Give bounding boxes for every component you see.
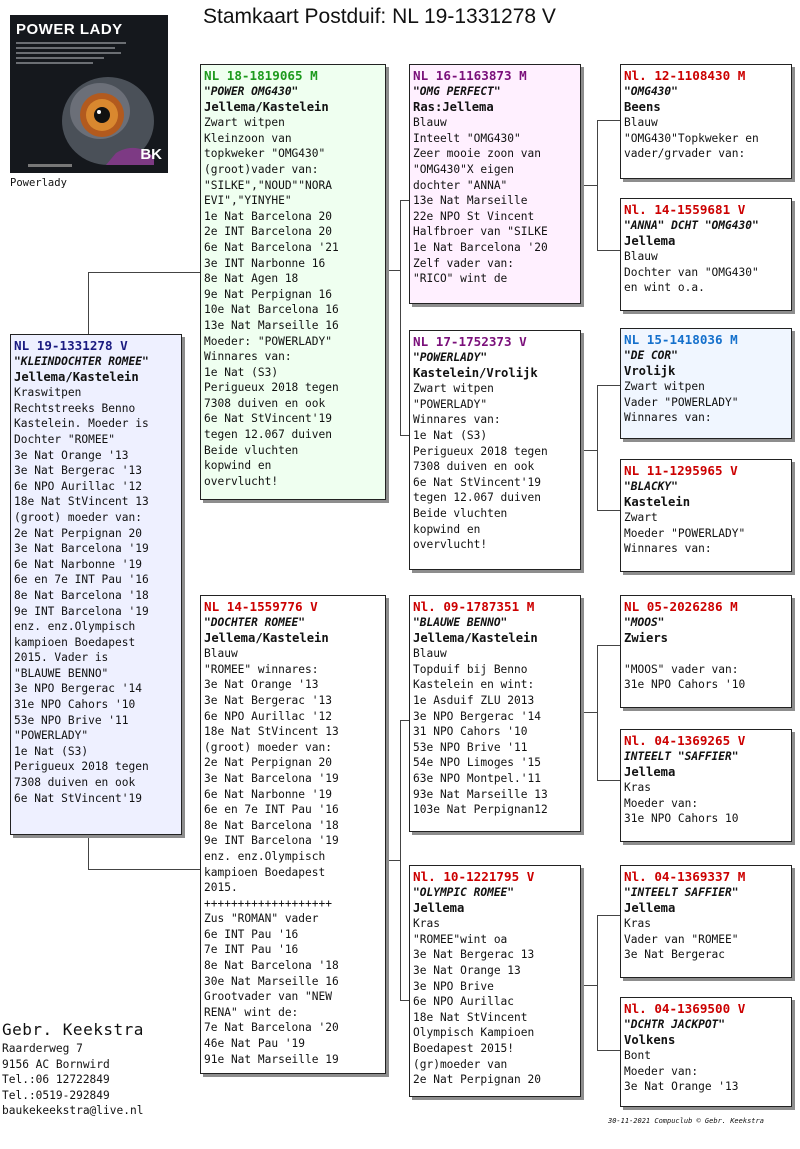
- detail-line: Winnares van:: [204, 350, 292, 364]
- detail-line: 91e Nat Marseille 19: [204, 1052, 339, 1066]
- detail-line: 6e Nat Barcelona '21: [204, 240, 339, 254]
- detail-line: Olympisch Kampioen: [413, 1026, 535, 1040]
- detail-line: EVI","YINYHE": [204, 194, 292, 208]
- detail-line: 18e Nat StVincent 13: [14, 495, 149, 509]
- detail-line: 8e Nat Barcelona '18: [204, 959, 339, 973]
- footer-credit: 30-11-2021 Compuclub © Gebr. Keekstra: [608, 1117, 764, 1125]
- detail-line: enz. enz.Olympisch: [14, 620, 136, 634]
- detail-line: Dochter van "OMG430": [624, 265, 759, 279]
- pigeon-nickname: "OMG PERFECT": [413, 85, 501, 98]
- detail-line: 3e Nat Bergerac '13: [204, 693, 332, 707]
- connector-line: [400, 1000, 409, 1001]
- connector-line: [581, 450, 597, 451]
- detail-line: 8e Nat Agen 18: [204, 272, 299, 286]
- ring-number: Nl. 12-1108430 M: [624, 68, 746, 83]
- pigeon-nickname: "DCHTR JACKPOT": [624, 1018, 726, 1031]
- pigeon-nickname: "POWERLADY": [413, 351, 488, 364]
- connector-line: [400, 435, 409, 436]
- pigeon-nickname: "OLYMPIC ROMEE": [413, 886, 515, 899]
- pigeon-owner: Zwiers: [624, 630, 669, 645]
- pigeon-details: [624, 510, 788, 557]
- pigeon-owner: Kastelein: [624, 494, 691, 509]
- detail-line: Zwart witpen: [204, 116, 285, 130]
- detail-line: 3e Nat Barcelona '19: [14, 542, 149, 556]
- detail-line: (groot) moeder van:: [204, 740, 332, 754]
- detail-line: 9e INT Barcelona '19: [14, 604, 149, 618]
- connector-line: [88, 272, 89, 334]
- pigeon-details: [624, 249, 788, 296]
- detail-line: 7e INT Pau '16: [204, 943, 299, 957]
- connector-line: [597, 120, 620, 121]
- detail-line: Kleinzoon van: [204, 131, 292, 145]
- detail-line: 103e Nat Perpignan12: [413, 803, 548, 817]
- detail-line: 6e Nat Narbonne '19: [204, 787, 332, 801]
- ring-number: Nl. 04-1369500 V: [624, 1001, 746, 1016]
- detail-line: (groot) moeder van:: [14, 510, 142, 524]
- connector-line: [581, 185, 597, 186]
- detail-line: 8e Nat Barcelona '18: [204, 818, 339, 832]
- detail-line: "OMG430"Topkweker en: [624, 131, 759, 145]
- detail-line: Tel.:06 12722849: [2, 1073, 110, 1087]
- connector-line: [386, 270, 400, 271]
- pigeon-card-mmf: [620, 865, 792, 978]
- detail-line: Raarderweg 7: [2, 1042, 83, 1055]
- cover-subline: [28, 164, 72, 167]
- detail-line: 6e Nat Narbonne '19: [14, 557, 142, 571]
- detail-line: 9e Nat Perpignan 16: [204, 287, 332, 301]
- pigeon-card-fmf: [620, 328, 792, 439]
- detail-line: "RICO" wint de: [413, 272, 508, 286]
- detail-line: Kastelein. Moeder is: [14, 417, 149, 431]
- pigeon-card-mother-father: [409, 595, 581, 832]
- detail-line: 31e NPO Cahors 10: [624, 812, 739, 826]
- detail-line: 1e Asduif ZLU 2013: [413, 693, 535, 707]
- detail-line: Kras: [624, 917, 651, 931]
- ring-number: Nl. 10-1221795 V: [413, 869, 535, 884]
- detail-line: 13e Nat Marseille 16: [204, 318, 339, 332]
- detail-line: "OMG430"X eigen: [413, 162, 515, 176]
- detail-line: (gr)moeder van: [413, 1057, 508, 1071]
- detail-line: 2e Nat Perpignan 20: [413, 1073, 541, 1087]
- pigeon-nickname: "ANNA" DCHT "OMG430": [624, 219, 759, 232]
- detail-line: Winnares van:: [413, 413, 501, 427]
- pigeon-card-fff: [620, 64, 792, 179]
- ring-number: NL 19-1331278 V: [14, 338, 128, 353]
- detail-line: 8e Nat Barcelona '18: [14, 588, 149, 602]
- pigeon-owner: Jellema: [624, 233, 676, 248]
- cover-image: [10, 15, 168, 173]
- pigeon-owner: Volkens: [624, 1032, 676, 1047]
- detail-line: 6e NPO Aurillac '12: [14, 479, 142, 493]
- detail-line: Perigueux 2018 tegen: [413, 444, 548, 458]
- pigeon-owner: Vrolijk: [624, 363, 676, 378]
- detail-line: 2015.: [204, 881, 238, 895]
- pigeon-details: [624, 115, 788, 162]
- connector-line: [400, 200, 409, 201]
- pigeon-details: [624, 916, 788, 963]
- connector-line: [400, 200, 401, 435]
- ring-number: NL 16-1163873 M: [413, 68, 527, 83]
- detail-line: Blauw: [413, 647, 447, 661]
- cover-title: POWER LADY: [16, 21, 123, 38]
- pigeon-owner: Kastelein/Vrolijk: [413, 365, 538, 380]
- pigeon-nickname: INTEELT "SAFFIER": [624, 750, 739, 763]
- detail-line: 31 NPO Cahors '10: [413, 725, 528, 739]
- pigeon-owner: Jellema/Kastelein: [413, 630, 538, 645]
- detail-line: kampioen Boedapest: [204, 865, 326, 879]
- detail-line: kopwind en: [204, 459, 272, 473]
- connector-line: [400, 720, 401, 1000]
- ring-number: NL 14-1559776 V: [204, 599, 318, 614]
- connector-line: [597, 645, 620, 646]
- pigeon-nickname: "INTEELT SAFFIER": [624, 886, 739, 899]
- connector-line: [88, 272, 200, 273]
- detail-line: 7308 duiven en ook: [413, 460, 535, 474]
- detail-line: 6e en 7e INT Pau '16: [204, 803, 339, 817]
- connector-line: [597, 645, 598, 780]
- detail-line: Rechtstreeks Benno: [14, 401, 136, 415]
- detail-line: Dochter "ROMEE": [14, 432, 116, 446]
- connector-line: [88, 869, 200, 870]
- pigeon-nickname: "DE COR": [624, 349, 678, 362]
- detail-line: tegen 12.067 duiven: [204, 428, 332, 442]
- pigeon-details: [624, 646, 788, 693]
- detail-line: overvlucht!: [413, 538, 488, 552]
- detail-line: 3e Nat Orange '13: [14, 448, 129, 462]
- detail-line: 7308 duiven en ook: [204, 396, 326, 410]
- pigeon-owner: Jellema/Kastelein: [14, 369, 139, 384]
- detail-line: 2015. Vader is: [14, 651, 109, 665]
- detail-line: [624, 646, 788, 662]
- detail-line: 31e NPO Cahors '10: [14, 698, 136, 712]
- detail-line: "MOOS" vader van:: [624, 662, 739, 676]
- detail-line: topkweker "OMG430": [204, 147, 326, 161]
- detail-line: Zus "ROMAN" vader: [204, 912, 319, 926]
- detail-line: Blauw: [624, 250, 658, 264]
- detail-line: 6e en 7e INT Pau '16: [14, 573, 149, 587]
- detail-line: Winnares van:: [624, 411, 712, 425]
- pigeon-owner: Jellema: [624, 900, 676, 915]
- breeder-info: [2, 1019, 144, 1119]
- ring-number: NL 18-1819065 M: [204, 68, 318, 83]
- detail-line: Vader "POWERLADY": [624, 395, 739, 409]
- detail-line: 3e Nat Barcelona '19: [204, 771, 339, 785]
- detail-line: vader/grvader van:: [624, 147, 746, 161]
- ring-number: Nl. 14-1559681 V: [624, 202, 746, 217]
- connector-line: [597, 120, 598, 250]
- detail-line: Grootvader van "NEW: [204, 990, 332, 1004]
- pigeon-card-ffm: [620, 198, 792, 311]
- detail-line: Perigueux 2018 tegen: [204, 381, 339, 395]
- detail-line: kopwind en: [413, 522, 481, 536]
- detail-line: 6e Nat StVincent'19: [14, 791, 142, 805]
- detail-line: Blauw: [624, 116, 658, 130]
- pigeon-owner: Jellema: [413, 900, 465, 915]
- pigeon-owner: Jellema: [624, 764, 676, 779]
- detail-line: tegen 12.067 duiven: [413, 491, 541, 505]
- ring-number: Nl. 04-1369337 M: [624, 869, 746, 884]
- pigeon-owner: Jellema/Kastelein: [204, 99, 329, 114]
- detail-line: 13e Nat Marseille: [413, 194, 528, 208]
- pigeon-card-subject: [10, 334, 182, 835]
- detail-line: kampioen Boedapest: [14, 635, 136, 649]
- detail-line: Winnares van:: [624, 542, 712, 556]
- detail-line: 9156 AC Bornwird: [2, 1057, 110, 1071]
- detail-line: 53e NPO Brive '11: [14, 713, 129, 727]
- detail-line: 6e NPO Aurillac '12: [204, 709, 332, 723]
- detail-line: 3e Nat Orange '13: [624, 1080, 739, 1094]
- detail-line: "BLAUWE BENNO": [14, 666, 109, 680]
- pigeon-card-father: [200, 64, 386, 500]
- detail-line: 1e Nat (S3): [14, 744, 89, 758]
- detail-line: 54e NPO Limoges '15: [413, 756, 541, 770]
- ring-number: NL 11-1295965 V: [624, 463, 738, 478]
- connector-line: [581, 985, 597, 986]
- detail-line: Moeder "POWERLADY": [624, 526, 746, 540]
- pigeon-card-father-mother: [409, 330, 581, 570]
- detail-line: 6e Nat StVincent'19: [413, 475, 541, 489]
- detail-line: baukekeekstra@live.nl: [2, 1104, 144, 1118]
- pigeon-details: [413, 115, 577, 287]
- detail-line: Kras: [413, 917, 440, 931]
- detail-line: overvlucht!: [204, 474, 279, 488]
- connector-line: [581, 712, 597, 713]
- detail-line: 22e NPO St Vincent: [413, 209, 535, 223]
- pigeon-details: [413, 916, 577, 1088]
- detail-line: "ROMEE"wint oa: [413, 932, 508, 946]
- pigeon-head-icon: [46, 61, 154, 165]
- detail-line: 1e Nat Barcelona '20: [413, 240, 548, 254]
- pigeon-details: [204, 646, 382, 1067]
- cover-caption: Powerlady: [10, 177, 67, 189]
- pigeon-details: [624, 1048, 788, 1095]
- detail-line: Zwart witpen: [624, 380, 705, 394]
- breeder-name: Gebr. Keekstra: [2, 1020, 144, 1039]
- pigeon-owner: Jellema/Kastelein: [204, 630, 329, 645]
- detail-line: 10e Nat Barcelona 16: [204, 303, 339, 317]
- detail-line: Moeder: "POWERLADY": [204, 334, 332, 348]
- detail-line: 7308 duiven en ook: [14, 776, 136, 790]
- pigeon-card-father-father: [409, 64, 581, 304]
- detail-line: 3e INT Narbonne 16: [204, 256, 326, 270]
- pigeon-card-mfm: [620, 729, 792, 842]
- connector-line: [597, 1050, 620, 1051]
- pigeon-card-mother-mother: [409, 865, 581, 1097]
- pigeon-nickname: "KLEINDOCHTER ROMEE": [14, 355, 149, 368]
- detail-line: 6e Nat StVincent'19: [204, 412, 332, 426]
- detail-line: 2e INT Barcelona 20: [204, 225, 332, 239]
- pigeon-details: [624, 379, 788, 426]
- connector-line: [400, 720, 409, 721]
- ring-number: Nl. 09-1787351 M: [413, 599, 535, 614]
- detail-line: RENA" wint de:: [204, 1005, 299, 1019]
- connector-line: [386, 860, 400, 861]
- connector-line: [597, 915, 620, 916]
- pigeon-card-mmm: [620, 997, 792, 1107]
- connector-line: [597, 250, 620, 251]
- detail-line: Zwart: [624, 511, 658, 525]
- detail-line: 1e Nat (S3): [204, 365, 279, 379]
- detail-line: 30e Nat Marseille 16: [204, 974, 339, 988]
- detail-line: 2e Nat Perpignan 20: [204, 756, 332, 770]
- detail-line: dochter "ANNA": [413, 178, 508, 192]
- ring-number: Nl. 04-1369265 V: [624, 733, 746, 748]
- detail-line: "SILKE","NOUD""NORA: [204, 178, 332, 192]
- detail-line: en wint o.a.: [624, 281, 705, 295]
- detail-line: 18e Nat StVincent: [413, 1010, 528, 1024]
- pigeon-card-fmm: [620, 459, 792, 572]
- detail-line: "POWERLADY": [14, 729, 89, 743]
- pigeon-nickname: "POWER OMG430": [204, 85, 299, 98]
- detail-line: Halfbroer van "SILKE: [413, 225, 548, 239]
- detail-line: Kras: [624, 781, 651, 795]
- detail-line: 46e Nat Pau '19: [204, 1037, 306, 1051]
- detail-line: Moeder van:: [624, 796, 699, 810]
- pigeon-nickname: "OMG430": [624, 85, 678, 98]
- detail-line: Topduif bij Benno: [413, 662, 528, 676]
- pigeon-details: [624, 780, 788, 827]
- pigeon-details: [204, 115, 382, 489]
- detail-line: "POWERLADY": [413, 397, 488, 411]
- page-title: Stamkaart Postduif: NL 19-1331278 V: [203, 5, 556, 28]
- detail-line: 3e Nat Orange '13: [204, 678, 319, 692]
- pigeon-owner: Beens: [624, 99, 661, 114]
- detail-line: Kraswitpen: [14, 386, 82, 400]
- detail-line: Boedapest 2015!: [413, 1041, 515, 1055]
- detail-line: Inteelt "OMG430": [413, 131, 521, 145]
- detail-line: 3e Nat Orange 13: [413, 963, 521, 977]
- detail-line: Kastelein en wint:: [413, 678, 535, 692]
- detail-line: Beide vluchten: [204, 443, 299, 457]
- connector-line: [597, 510, 620, 511]
- detail-line: +++++++++++++++++++: [204, 896, 332, 910]
- detail-line: 2e Nat Perpignan 20: [14, 526, 142, 540]
- detail-line: 1e Nat (S3): [413, 428, 488, 442]
- detail-line: 7e Nat Barcelona '20: [204, 1021, 339, 1035]
- pigeon-details: [14, 385, 178, 806]
- detail-line: Vader van "ROMEE": [624, 932, 739, 946]
- pigeon-owner: Ras:Jellema: [413, 99, 494, 114]
- cover-badge: BK: [140, 146, 162, 163]
- detail-line: enz. enz.Olympisch: [204, 849, 326, 863]
- connector-line: [597, 915, 598, 1050]
- detail-line: Blauw: [204, 647, 238, 661]
- connector-line: [597, 780, 620, 781]
- detail-line: 9e INT Barcelona '19: [204, 834, 339, 848]
- detail-line: Zeer mooie zoon van: [413, 147, 541, 161]
- pigeon-card-mother: [200, 595, 386, 1074]
- detail-line: 31e NPO Cahors '10: [624, 678, 746, 692]
- connector-line: [88, 835, 89, 869]
- detail-line: Perigueux 2018 tegen: [14, 760, 149, 774]
- detail-line: Zelf vader van:: [413, 256, 515, 270]
- detail-line: Moeder van:: [624, 1064, 699, 1078]
- detail-line: 3e NPO Bergerac '14: [14, 682, 142, 696]
- ring-number: NL 17-1752373 V: [413, 334, 527, 349]
- detail-line: (groot)vader van:: [204, 162, 319, 176]
- detail-line: Bont: [624, 1049, 651, 1063]
- detail-line: 3e Nat Bergerac '13: [14, 464, 142, 478]
- detail-line: "ROMEE" winnares:: [204, 662, 319, 676]
- pigeon-nickname: "BLAUWE BENNO": [413, 616, 508, 629]
- ring-number: NL 05-2026286 M: [624, 599, 738, 614]
- detail-line: Beide vluchten: [413, 506, 508, 520]
- pigeon-nickname: "DOCHTER ROMEE": [204, 616, 306, 629]
- pigeon-card-mff: [620, 595, 792, 708]
- detail-line: 6e INT Pau '16: [204, 927, 299, 941]
- detail-line: Zwart witpen: [413, 382, 494, 396]
- detail-line: 3e NPO Bergerac '14: [413, 709, 541, 723]
- detail-line: 3e NPO Brive: [413, 979, 494, 993]
- detail-line: 18e Nat StVincent 13: [204, 725, 339, 739]
- pigeon-nickname: "MOOS": [624, 616, 665, 629]
- detail-line: 3e Nat Bergerac 13: [413, 948, 535, 962]
- detail-line: 63e NPO Montpel.'11: [413, 771, 541, 785]
- breeder-details: [2, 1041, 144, 1119]
- connector-line: [597, 385, 598, 510]
- connector-line: [597, 385, 620, 386]
- pigeon-details: [413, 381, 577, 553]
- detail-line: 6e NPO Aurillac: [413, 995, 515, 1009]
- detail-line: Blauw: [413, 116, 447, 130]
- detail-line: 1e Nat Barcelona 20: [204, 209, 332, 223]
- pigeon-details: [413, 646, 577, 818]
- detail-line: 93e Nat Marseille 13: [413, 787, 548, 801]
- detail-line: 3e Nat Bergerac: [624, 948, 726, 962]
- ring-number: NL 15-1418036 M: [624, 332, 738, 347]
- pigeon-nickname: "BLACKY": [624, 480, 678, 493]
- detail-line: 53e NPO Brive '11: [413, 740, 528, 754]
- detail-line: Tel.:0519-292849: [2, 1088, 110, 1102]
